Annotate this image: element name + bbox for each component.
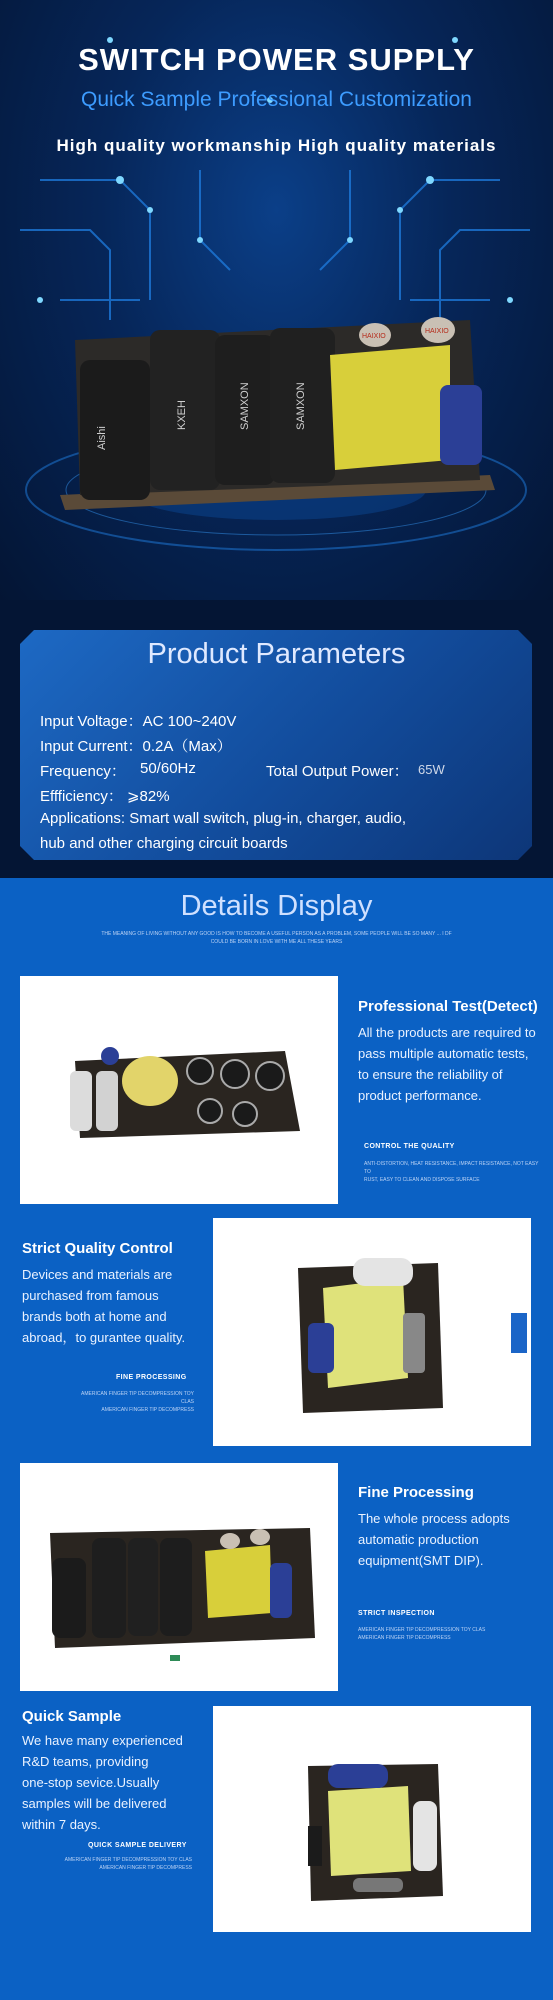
capacitor-label: KXEH (176, 400, 188, 430)
detail-text-line: The whole process adopts (358, 1511, 510, 1526)
product-parameters-section (0, 600, 553, 878)
detail-text-line: R&D teams, providing (22, 1754, 149, 1769)
detail-title-test: Professional Test(Detect) (358, 998, 538, 1015)
parameters-heading: Product Parameters (147, 638, 406, 670)
detail-mini-text-test (364, 1160, 544, 1184)
detail-text-line: purchased from famous (22, 1288, 159, 1303)
input-current: Input Current：0.2A（Max） (40, 738, 232, 755)
total-power-label: Total Output Power： (266, 763, 409, 780)
detail-photo-test (20, 976, 338, 1204)
efficiency: Effficiency： ⩾82% (40, 788, 170, 805)
detail-text-line: samples will be delivered (22, 1796, 167, 1811)
detail-photo-quality (213, 1218, 531, 1446)
detail-mini-head-test: CONTROL THE QUALITY (364, 1143, 455, 1150)
detail-mini-line: RUST, EASY TO CLEAN AND DISPOSE SURFACE (364, 1177, 480, 1183)
detail-text-test (358, 1022, 548, 1106)
board-side-view-image (213, 1218, 531, 1446)
detail-text-line: product performance. (358, 1088, 482, 1103)
detail-mini-head-processing: STRICT INSPECTION (358, 1610, 435, 1617)
details-display-section (0, 878, 553, 2000)
detail-mini-line: AMERICAN FINGER TIP DECOMPRESSION TOY CLAS (358, 1627, 486, 1633)
capacitor-label: HAIXIO (425, 328, 449, 335)
detail-text-line: equipment(SMT DIP). (358, 1553, 484, 1568)
board-angle-view-image (20, 1463, 338, 1691)
capacitor-label: HAIXIO (362, 333, 386, 340)
total-power-value: 65W (418, 762, 445, 777)
detail-mini-line: AMERICAN FINGER TIP DECOMPRESSION TOY CLAS (64, 1857, 192, 1863)
detail-text-line: brands both at home and (22, 1309, 167, 1324)
hero-subtitle: Quick Sample Professional Customization (80, 88, 472, 111)
detail-text-line: within 7 days. (22, 1817, 101, 1832)
detail-text-line: to ensure the reliability of (358, 1067, 503, 1082)
detail-mini-line: ANTI-DISTORTION, HEAT RESISTANCE, IMPACT RESISTANCE, NOT EASY TO (364, 1161, 539, 1175)
board-top-view-image (20, 976, 338, 1204)
detail-mini-text-sample (60, 1856, 192, 1872)
board-bottom-view-image (213, 1706, 531, 1932)
capacitor-label: Aishi (96, 426, 108, 450)
detail-title-quality: Strict Quality Control (22, 1240, 173, 1257)
detail-mini-line: AMERICAN FINGER TIP DECOMPRESS (99, 1865, 192, 1871)
frequency-label: Frequency： (40, 763, 126, 780)
power-supply-board-image (50, 300, 500, 510)
detail-photo-processing (20, 1463, 338, 1691)
detail-text-line: abroad，to gurantee quality. (22, 1330, 186, 1345)
frequency-value: 50/60Hz (140, 760, 196, 777)
capacitor-label: SAMXON (295, 382, 307, 430)
detail-mini-text-processing (358, 1626, 538, 1642)
applications-line-2: hub and other charging circuit boards (40, 835, 288, 852)
detail-mini-head-quality: FINE PROCESSING (116, 1374, 187, 1381)
capacitor-label: SAMXON (239, 382, 251, 430)
detail-text-line: automatic production (358, 1532, 479, 1547)
detail-text-processing (358, 1508, 548, 1571)
detail-mini-head-sample: QUICK SAMPLE DELIVERY (88, 1842, 187, 1849)
detail-text-sample (22, 1730, 202, 1835)
details-heading: Details Display (180, 890, 373, 922)
detail-text-line: We have many experienced (22, 1733, 183, 1748)
details-fine-text-1: THE MEANING OF LIVING WITHOUT ANY GOOD IS HOW TO BECOME A USEFUL PERSON AS A PROBLEM, SOME PEOPLE WILL BE SO MANY ... I DF (101, 931, 452, 937)
hero-title: SWITCH POWER SUPPLY (78, 42, 475, 77)
detail-mini-line: AMERICAN FINGER TIP DECOMPRESS (101, 1407, 194, 1413)
details-fine-text-2: COULD BE BORN IN LOVE WITH ME ALL THESE YEARS (210, 939, 343, 945)
detail-text-line: All the products are required to (358, 1025, 536, 1040)
detail-text-quality (22, 1264, 202, 1348)
hero-tagline: High quality workmanship High quality materials (56, 136, 497, 155)
hero-banner (0, 0, 553, 600)
detail-title-sample: Quick Sample (22, 1708, 122, 1725)
detail-text-line: pass multiple automatic tests, (358, 1046, 529, 1061)
input-voltage: Input Voltage：AC 100~240V (40, 713, 237, 730)
detail-photo-sample (213, 1706, 531, 1932)
detail-title-processing: Fine Processing (358, 1484, 474, 1501)
detail-mini-text-quality (70, 1390, 194, 1414)
detail-text-line: one-stop sevice.Usually (22, 1775, 160, 1790)
detail-text-line: Devices and materials are (22, 1267, 173, 1282)
detail-mini-line: AMERICAN FINGER TIP DECOMPRESSION TOY CLAS (81, 1391, 194, 1405)
detail-mini-line: AMERICAN FINGER TIP DECOMPRESS (358, 1635, 451, 1641)
applications-line-1: Applications: Smart wall switch, plug-in, charger, audio, (40, 810, 407, 827)
